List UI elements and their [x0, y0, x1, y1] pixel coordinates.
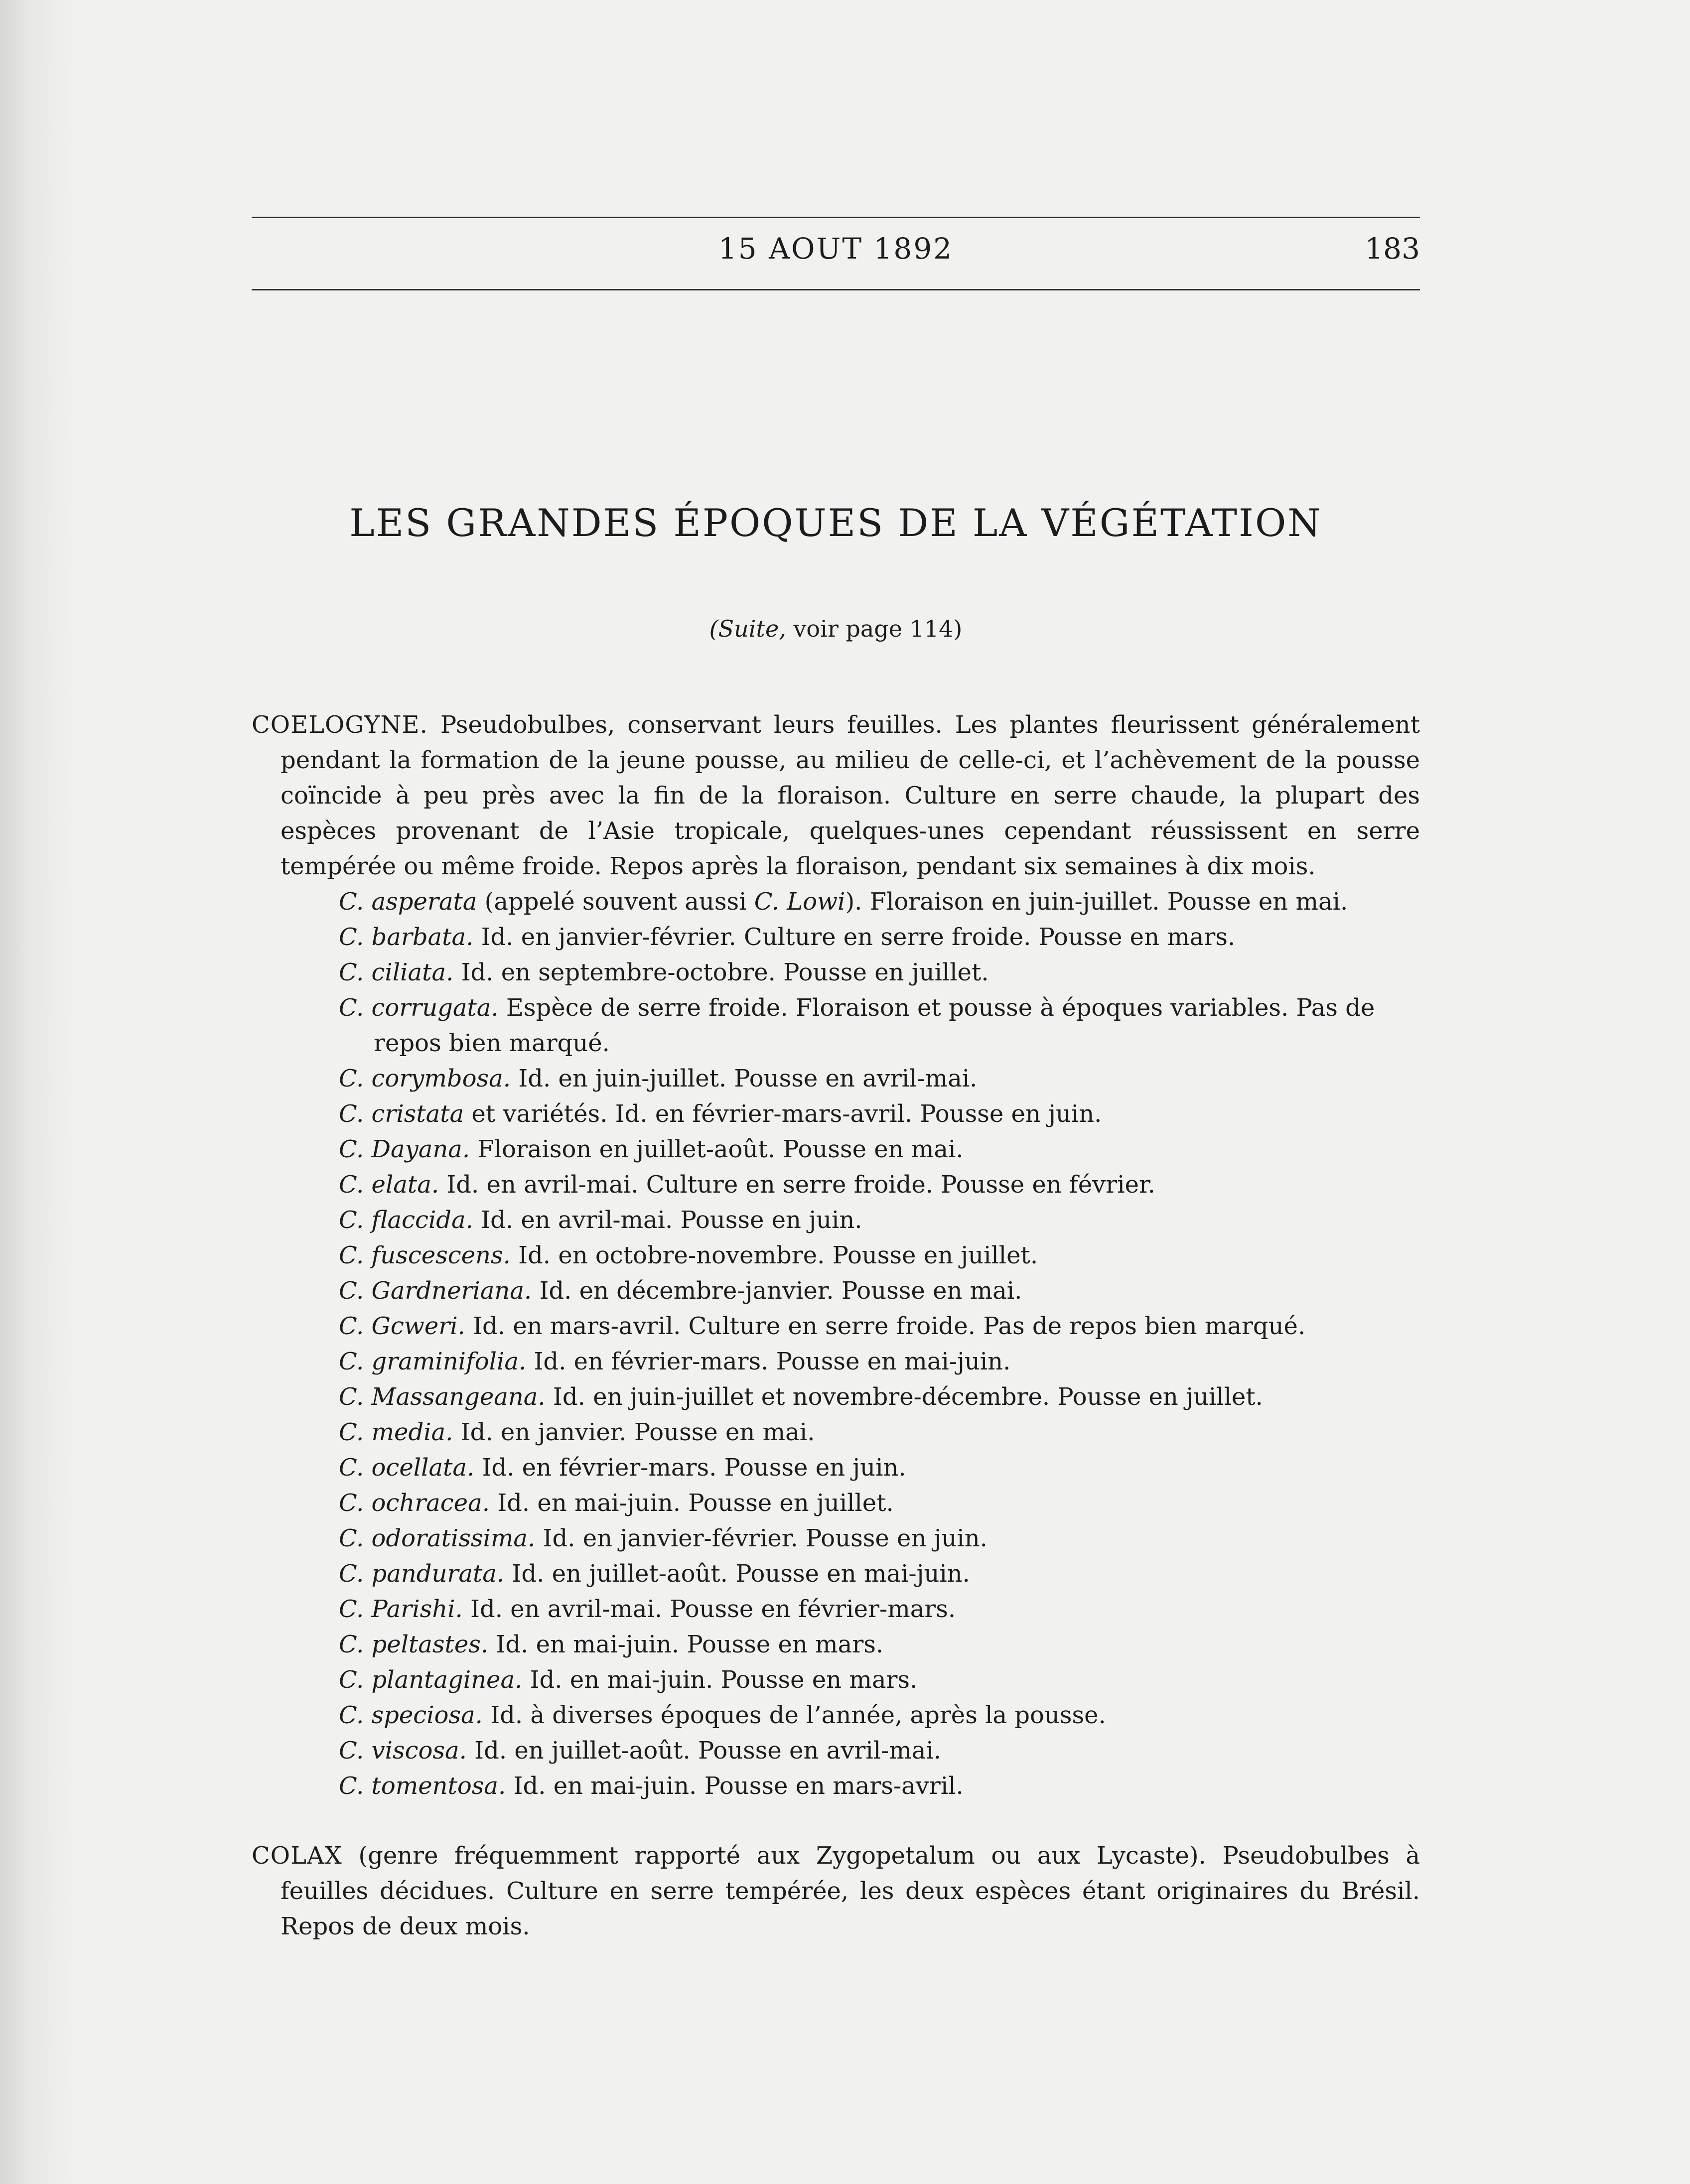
species-entry	[339, 1556, 1420, 1592]
species-synonym: C. Lowi	[754, 888, 845, 916]
colax-text: (genre fréquemment rapporté aux Zygopetalum ou aux Lycaste). Pseudobulbes à feuilles décidues. Culture en serre tempérée, les deux espèces étant originaires du Brésil. Repos de deux mois.	[281, 1842, 1420, 1940]
species-name: C. speciosa.	[339, 1701, 483, 1729]
species-text: Id. en février-mars. Pousse en mai-juin.	[526, 1348, 1011, 1375]
species-entry	[339, 1521, 1420, 1556]
species-name: C. graminifolia.	[339, 1348, 527, 1375]
species-entry	[339, 1167, 1420, 1203]
subtitle-rest: voir page 114)	[786, 615, 963, 642]
species-entry	[339, 1662, 1420, 1698]
species-text: Id. en mai-juin. Pousse en juillet.	[489, 1489, 894, 1517]
species-text: Espèce de serre froide. Floraison et pousse à époques variables. Pas de repos bien marqué.	[374, 994, 1375, 1057]
species-text: Id. en septembre-octobre. Pousse en juillet.	[453, 958, 989, 986]
running-head	[252, 232, 1420, 276]
species-text: Id. en juin-juillet. Pousse en avril-mai.	[511, 1065, 978, 1092]
species-name: C. pandurata.	[339, 1560, 505, 1588]
species-name: C. elata.	[339, 1171, 439, 1199]
species-name: C. viscosa.	[339, 1737, 467, 1765]
species-text: Floraison en juillet-août. Pousse en mai.	[470, 1135, 964, 1163]
species-text: Id. en décembre-janvier. Pousse en mai.	[532, 1277, 1022, 1305]
species-name: C. peltastes.	[339, 1631, 489, 1658]
species-entry	[339, 1096, 1420, 1132]
colax-genus: COLAX	[252, 1842, 342, 1870]
species-entry	[339, 1203, 1420, 1238]
species-text: Id. en juillet-août. Pousse en avril-mai.	[466, 1737, 941, 1765]
species-name: C. Massangeana.	[339, 1383, 546, 1411]
article-title: LES GRANDES ÉPOQUES DE LA VÉGÉTATION	[349, 501, 1322, 545]
coelogyne-species-list	[339, 884, 1420, 1804]
species-name: C. asperata	[339, 888, 477, 916]
species-name: C. corymbosa.	[339, 1065, 511, 1092]
species-name: C. media.	[339, 1418, 453, 1446]
species-text: Id. à diverses époques de l’année, après la pousse.	[482, 1701, 1106, 1729]
species-entry	[339, 955, 1420, 990]
species-entry	[339, 1344, 1420, 1379]
species-entry	[339, 1733, 1420, 1769]
species-text: Id. en janvier-février. Pousse en juin.	[535, 1524, 987, 1552]
species-text: Id. en avril-mai. Pousse en février-mars.	[462, 1595, 956, 1623]
species-entry	[339, 1132, 1420, 1167]
header-rule-top	[252, 217, 1420, 218]
species-entry	[339, 1698, 1420, 1733]
species-entry	[339, 990, 1420, 1061]
species-text: Id. en mai-juin. Pousse en mars-avril.	[506, 1772, 964, 1800]
species-entry	[339, 1627, 1420, 1662]
page-binding-shadow	[0, 0, 75, 2184]
species-text: Id. en avril-mai. Pousse en juin.	[473, 1206, 862, 1234]
species-name: C. odoratissima.	[339, 1524, 536, 1552]
species-name: C. tomentosa.	[339, 1772, 506, 1800]
species-name: C. Dayana.	[339, 1135, 470, 1163]
species-entry	[339, 1450, 1420, 1486]
species-text-continued: ). Floraison en juin-juillet. Pousse en mai.	[845, 888, 1348, 916]
running-head-date: 15 AOUT 1892	[718, 232, 954, 266]
species-name: C. plantaginea.	[339, 1666, 523, 1694]
species-name: C. ocellata.	[339, 1454, 475, 1482]
colax-paragraph	[252, 1838, 1420, 1944]
species-name: C. Gardneriana.	[339, 1277, 532, 1305]
species-name: C. barbata.	[339, 923, 474, 951]
species-name: C. corrugata.	[339, 994, 499, 1022]
species-entry	[339, 1769, 1420, 1804]
page-number: 183	[1365, 232, 1420, 266]
species-text: Id. en mai-juin. Pousse en mars.	[522, 1666, 918, 1694]
species-name: C. Gcweri.	[339, 1312, 465, 1340]
species-entry	[339, 920, 1420, 955]
species-text: Id. en mai-juin. Pousse en mars.	[488, 1631, 884, 1658]
species-text: Id. en janvier. Pousse en mai.	[453, 1418, 815, 1446]
coelogyne-text: Pseudobulbes, conservant leurs feuilles. Les plantes fleurissent généralement pendant la formation de la jeune pousse, au milieu de celle-ci, et l’achèvement de la pousse coïncide à peu près avec la fin de la floraison. Culture en serre chaude, la plupart des espèces provenant de l’Asie tropicale, quelques-unes cependant réussissent en serre tempérée ou même froide. Repos après la floraison, pendant six semaines à dix mois.	[281, 711, 1420, 880]
species-name: C. ciliata.	[339, 958, 454, 986]
species-text: Id. en juin-juillet et novembre-décembre. Pousse en juillet.	[545, 1383, 1263, 1411]
species-entry	[339, 1273, 1420, 1309]
species-text: et variétés. Id. en février-mars-avril. Pousse en juin.	[464, 1100, 1102, 1128]
species-entry	[339, 1238, 1420, 1273]
species-text: (appelé souvent aussi	[477, 888, 754, 916]
article-subtitle	[252, 615, 1420, 642]
coelogyne-paragraph	[252, 707, 1420, 884]
species-entry	[339, 1061, 1420, 1096]
species-text: Id. en février-mars. Pousse en juin.	[474, 1454, 906, 1482]
species-name: C. ochracea.	[339, 1489, 490, 1517]
subtitle-italic: (Suite,	[709, 615, 786, 642]
species-name: C. Parishi.	[339, 1595, 463, 1623]
species-text: Id. en octobre-novembre. Pousse en juillet.	[510, 1241, 1038, 1269]
species-entry	[339, 1592, 1420, 1627]
species-name: C. fuscescens.	[339, 1241, 511, 1269]
species-text: Id. en mars-avril. Culture en serre froide. Pas de repos bien marqué.	[465, 1312, 1306, 1340]
species-entry	[339, 1309, 1420, 1344]
species-entry	[339, 1415, 1420, 1450]
species-text: Id. en janvier-février. Culture en serre froide. Pousse en mars.	[473, 923, 1236, 951]
species-entry	[339, 1486, 1420, 1521]
coelogyne-genus: COELOGYNE.	[252, 711, 428, 739]
species-entry	[339, 1379, 1420, 1415]
species-text: Id. en avril-mai. Culture en serre froide. Pousse en février.	[439, 1171, 1155, 1199]
species-name: C. flaccida.	[339, 1206, 473, 1234]
species-text: Id. en juillet-août. Pousse en mai-juin.	[504, 1560, 970, 1588]
species-entry	[339, 884, 1420, 920]
header-rule-bottom	[252, 289, 1420, 290]
species-name: C. cristata	[339, 1100, 464, 1128]
